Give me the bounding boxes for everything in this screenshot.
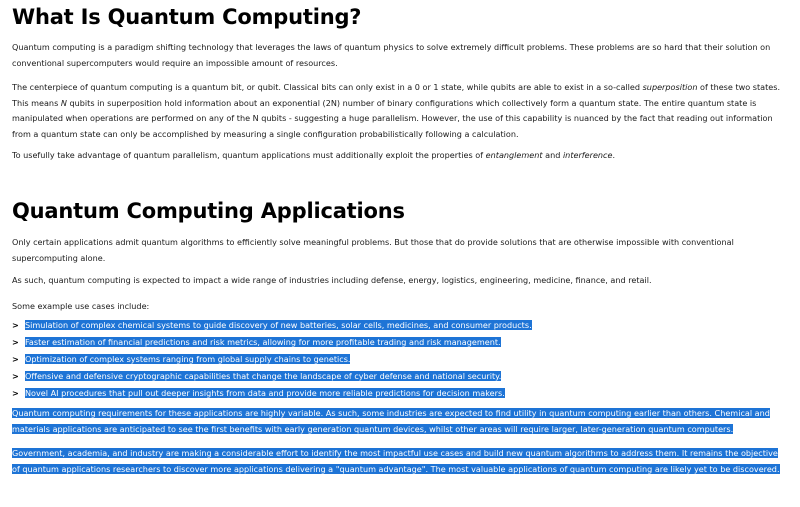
paragraph-effort-text[interactable]: Government, academia, and industry are making a considerable effort to identify the most impactful use cases and build new quantum algorithms to address them. It remains the objective of quantum applications researchers to discover more applications delivering a "quantum advantage". The most valuable applications of quantum computing are likely yet to be discovered. <box>12 448 780 474</box>
paragraph-effort <box>12 446 782 477</box>
paragraph-industries: As such, quantum computing is expected to impact a wide range of industries including defense, energy, logistics, engineering, medicine, finance, and retail. <box>12 275 652 285</box>
paragraph-qubit-em-n: N <box>60 97 67 108</box>
paragraph-requirements <box>12 406 782 437</box>
bullet-chevron-icon: > <box>12 320 19 330</box>
section-heading-applications: Quantum Computing Applications <box>12 199 405 223</box>
bullet-chevron-icon: > <box>12 354 19 364</box>
bullet-chevron-icon: > <box>12 371 19 381</box>
paragraph-parallelism <box>12 148 782 164</box>
paragraph-qubit-em-superposition: superposition <box>642 82 698 92</box>
use-case-text[interactable]: Simulation of complex chemical systems to guide discovery of new batteries, solar cells, medicines, and consumer products. <box>25 320 532 330</box>
paragraph-intro: Quantum computing is a paradigm shifting technology that leverages the laws of quantum physics to solve extremely difficult problems. These problems are so hard that their solution on conventional supercomputers would require an impossible amount of resources. <box>12 42 771 68</box>
bullet-chevron-icon: > <box>12 337 19 347</box>
paragraph-use-cases-lead: Some example use cases include: <box>12 301 150 311</box>
paragraph-qubit-text-b: of these two states. This means <box>12 82 781 108</box>
paragraph-parallelism-text-b: and <box>542 150 563 160</box>
paragraph-requirements-text[interactable]: Quantum computing requirements for these applications are highly variable. As such, some industries are expected to find utility in quantum computing earlier than others. Chemical and materials applications are anticipated to see the first benefits with early generation quantum devices, whilst other areas will require larger, later-generation quantum computers. <box>12 408 770 434</box>
use-case-text[interactable]: Faster estimation of financial predictions and risk metrics, allowing for more profitable trading and risk management. <box>25 337 501 347</box>
paragraph-parallelism-text-c: . <box>612 150 616 160</box>
paragraph-qubit-text-c: qubits in superposition hold information about an exponential (2N) number of binary configurations which collectively form a quantum state. The entire quantum state is manipulated when operations are performed on any of the N qubits - suggesting a huge parallelism. However, the use of this capability is nuanced by the fact that reading out information from a quantum state can only be accomplished by measuring a single configuration probabilistically following a calculation. <box>12 97 773 139</box>
paragraph-applications-intro: Only certain applications admit quantum algorithms to efficiently solve meaningful problems. But those that do provide solutions that are otherwise impossible with conventional supercomputing alone. <box>12 237 734 263</box>
paragraph-parallelism-em-entanglement: entanglement <box>485 150 543 160</box>
bullet-chevron-icon: > <box>12 388 19 398</box>
section-heading-what-is-quantum: What Is Quantum Computing? <box>12 5 362 29</box>
list-item <box>12 351 782 368</box>
paragraph-qubit <box>12 80 782 142</box>
list-item <box>12 334 782 351</box>
list-item <box>12 385 782 402</box>
list-item <box>12 368 782 385</box>
use-case-text[interactable]: Optimization of complex systems ranging from global supply chains to genetics. <box>25 354 351 364</box>
use-case-text[interactable]: Novel AI procedures that pull out deeper insights from data and provide more reliable predictions for decision makers. <box>25 388 505 398</box>
paragraph-parallelism-em-interference: interference <box>562 150 613 160</box>
paragraph-qubit-text-a: The centerpiece of quantum computing is a quantum bit, or qubit. Classical bits can only exist in a 0 or 1 state, while qubits are able to exist in a so-called <box>12 82 643 92</box>
use-case-list <box>12 317 782 402</box>
list-item <box>12 317 782 334</box>
use-case-text[interactable]: Offensive and defensive cryptographic capabilities that change the landscape of cyber defense and national security. <box>25 371 502 381</box>
paragraph-parallelism-text-a: To usefully take advantage of quantum parallelism, quantum applications must additionally exploit the properties of <box>12 150 486 160</box>
